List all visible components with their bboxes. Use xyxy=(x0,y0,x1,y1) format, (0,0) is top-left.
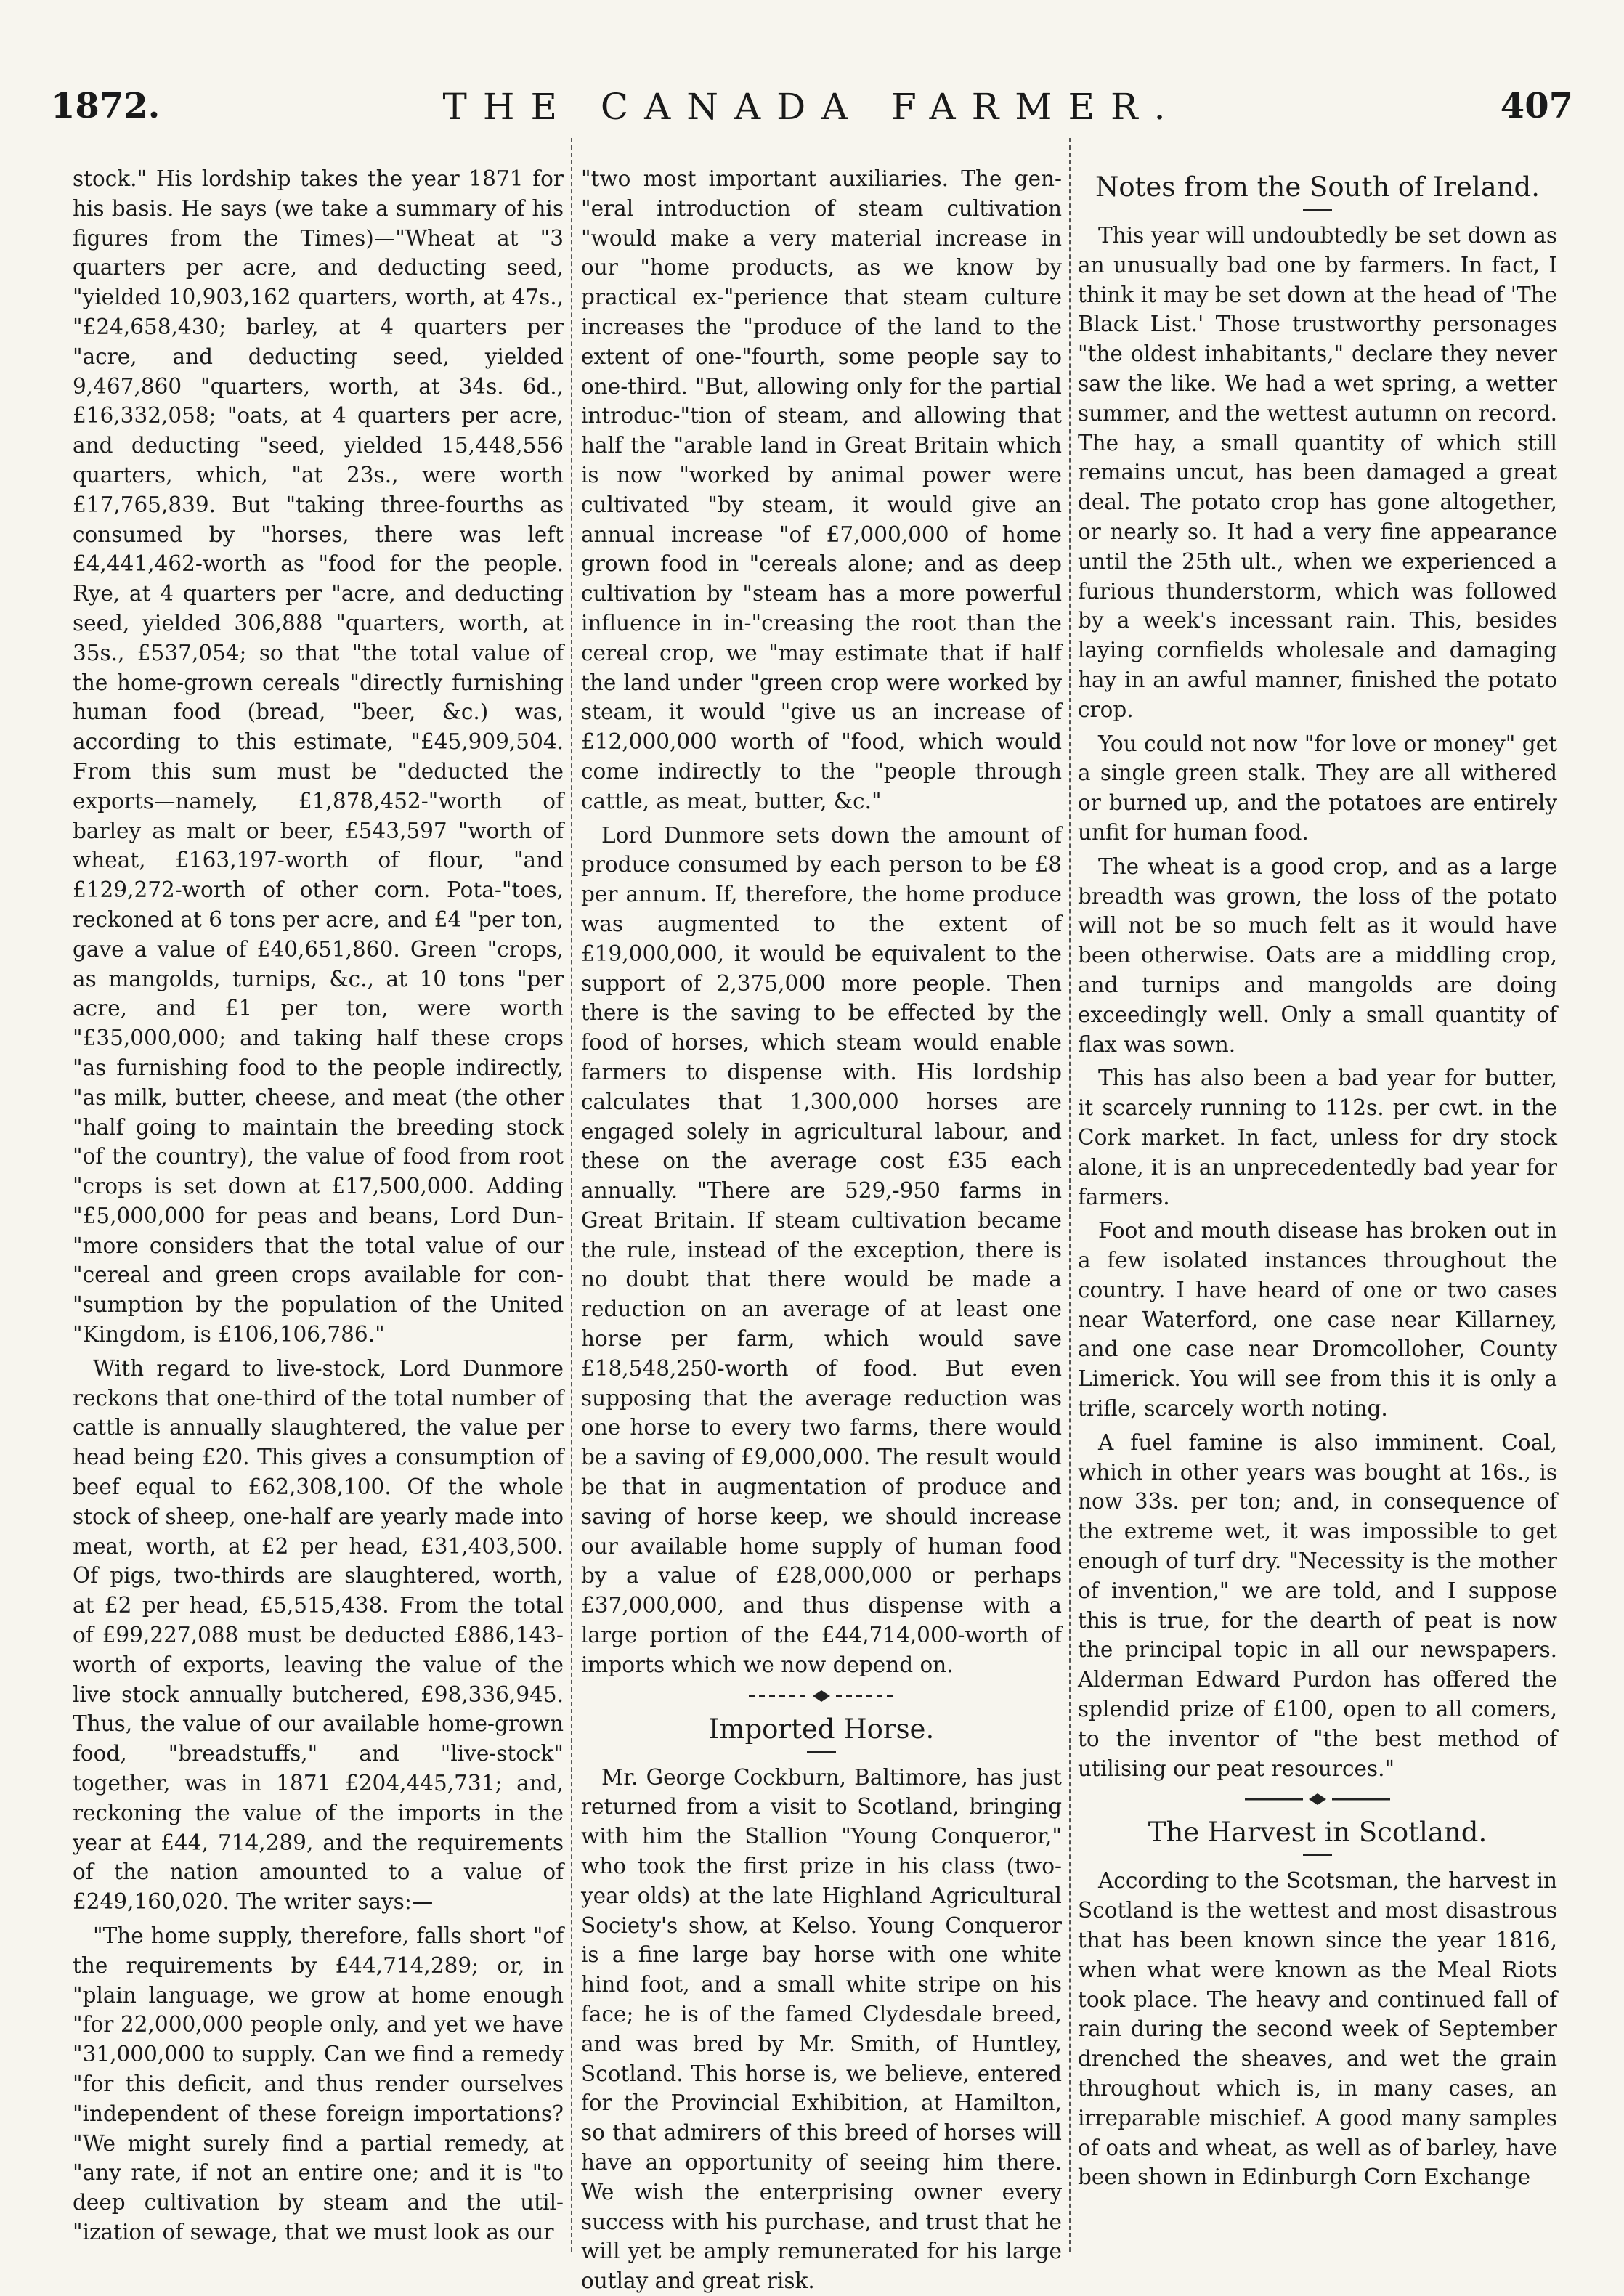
column-right xyxy=(1078,164,1557,2249)
heading-rule xyxy=(1303,209,1332,211)
article-paragraph: Lord Dunmore sets down the amount of produce consumed by each person to be £8 per annum. If, therefore, the home produce was augmented to the extent of £19,000,000, it would be equivalent to the support of 2,375,000 more people. Then there is the saving to be effected by the food of horses, which steam would enable farmers to dispense with. His lordship calculates that 1,300,000 horses are engaged solely in agricultural labour, and these on the average cost £35 each annually. "There are 529,-950 farms in Great Britain. If steam cultivation became the rule, instead of the exception, there is no doubt that there would be made a reduction on an average of at least one horse per farm, which would save £18,548,250-worth of food. But even supposing that the average reduction was one horse to every two farms, there would be a saving of £9,000,000. The result would be that in augmentation of produce and saving of horse keep, we should increase our available home supply of human food by a value of £28,000,000 or perhaps £37,000,000, and thus dispense with a large portion of the £44,714,000-worth of imports which we now depend on. xyxy=(581,822,1062,1677)
article-paragraph: According to the Scotsman, the harvest in Scotland is the wettest and most disastrous that has been known since the year 1816, when what were known as the Meal Riots took place. The heavy and continued fall of rain during the second week of September drenched the sheaves, and wet the grain throughout which is, in many cases, an irreparable mischief. A good many samples of oats and wheat, as well as of barley, have been shown in Edinburgh Corn Exchange xyxy=(1078,1868,1557,2190)
heading-rule xyxy=(1303,1854,1332,1856)
article-paragraph: "The home supply, therefore, falls short "of the requirements by £44,714,289; or, in "plain language, we grow at home enough "for 22,000,000 people only, and yet we have "31,000,000 to supply. Can we find a remedy "for this deficit, and thus render ourselves "independent of these foreign importations? "We might surely find a partial remedy, at "any rate, if not an entire one; and it is "to deep cultivation by steam and the util-"ization of sewage, that we must look as our xyxy=(73,1923,564,2244)
section-heading: The Harvest in Scotland. xyxy=(1148,1817,1487,1849)
column-left xyxy=(73,164,564,2249)
column-divider xyxy=(1069,138,1071,2252)
publication-title: THE CANADA FARMER. xyxy=(442,86,1182,128)
column-divider xyxy=(571,138,572,2252)
article-paragraph: stock." His lordship takes the year 1871 for his basis. He says (we take a summary of his figures from the Times)—"Wheat at "3 quarters per acre, and deducting seed, "yielded 10,903,162 quarters, worth, at 47s., "£24,658,430; barley, at 4 quarters per "acre, and deducting seed, yielded 9,467,860 "quarters, worth, at 34s. 6d., £16,332,058; "oats, at 4 quarters per acre, and deducting "seed, yielded 15,448,556 quarters, which, "at 23s., were worth £17,765,839. But "taking three-fourths as consumed by "horses, there was left £4,441,462-worth as "food for the people. Rye, at 4 quarters per "acre, and deducting seed, yielded 306,888 "quarters, worth, at 35s., £537,054; so that "the total value of the home-grown cereals "directly furnishing human food (bread, "beer, &c.) was, according to this estimate, "£45,909,504. From this sum must be "deducted the exports—namely, £1,878,452-"worth of barley as malt or beer, £543,597 "worth of wheat, £163,197-worth of flour, "and £129,272-worth of other corn. Pota-"toes, reckoned at 6 tons per acre, and £4 "per ton, gave a value of £40,651,860. Green "crops, as mangolds, turnips, &c., at 10 tons "per acre, and £1 per ton, were worth "£35,000,000; and taking half these crops "as furnishing food to the people indirectly, "as milk, butter, cheese, and meat (the other "half going to maintain the breeding stock "of the country), the value of food from root "crops is set down at £17,500,000. Adding "£5,000,000 for peas and beans, Lord Dun-"more considers that the total value of our "cereal and green crops available for con-"sumption by the population of the United "Kingdom, is £106,106,786." xyxy=(73,166,564,1347)
article-paragraph: This has also been a bad year for butter, it scarcely running to 112s. per cwt. in the Cork market. In fact, unless for dry stock alone, it is an unprecedentedly bad year for farmers. xyxy=(1078,1066,1557,1209)
article-paragraph: A fuel famine is also imminent. Coal, which in other years was bought at 16s., is now 33s. per ton; and, in consequence of the extreme wet, it was impossible to get enough of turf dry. "Necessity is the mother of invention," we are told, and I suppose this is true, for the dearth of peat is now the principal topic in all our newspapers. Alderman Edward Purdon has offered the splendid prize of £100, open to all comers, to the inventor of "the best method of utilising our peat resources." xyxy=(1078,1429,1557,1781)
heading-rule xyxy=(807,1751,836,1753)
page-number: 407 xyxy=(1500,86,1573,126)
article-paragraph: With regard to live-stock, Lord Dunmore reckons that one-third of the total number of cattle is annually slaughtered, the value per head being £20. This gives a consumption of beef equal to £62,308,100. Of the whole stock of sheep, one-half are yearly made into meat, worth, at £2 per head, £31,403,500. Of pigs, two-thirds are slaughtered, worth, at £2 per head, £5,515,438. From the total of £99,227,088 must be deducted £886,143-worth of exports, leaving the value of the live stock annually butchered, £98,336,945. Thus, the value of our available home-grown food, "breadstuffs," and "live-stock" together, was in 1871 £204,445,731; and, reckoning the value of the imports in the year at £44, 714,289, and the requirements of the nation amounted to a value of £249,160,020. The writer says:— xyxy=(73,1355,564,1915)
article-paragraph: The wheat is a good crop, and as a large breadth was grown, the loss of the potato will not be so much felt as it would have been otherwise. Oats are a middling crop, and turnips and mangolds are doing exceedingly well. Only a small quantity of flax was sown. xyxy=(1078,853,1557,1057)
ornament-divider-icon xyxy=(742,1687,901,1705)
issue-year: 1872. xyxy=(51,86,161,126)
section-heading: Notes from the South of Ireland. xyxy=(1095,171,1540,203)
masthead xyxy=(51,86,1573,137)
article-paragraph: You could not now "for love or money" get a single green stalk. They are all withered or burned up, and the potatoes are entirely unfit for human food. xyxy=(1078,731,1557,845)
article-paragraph: This year will undoubtedly be set down as an unusually bad one by farmers. In fact, I think it may be set down at the head of 'The Black List.' Those trustworthy personages "the oldest inhabitants," declare they never saw the like. We had a wet spring, a wetter summer, and the wettest autumn on record. The hay, a small quantity of which still remains uncut, has been damaged a great deal. The potato crop has gone altogether, or nearly so. It had a very fine appearance until the 25th ult., when we experienced a furious thunderstorm, which was followed by a week's incessant rain. This, besides laying cornfields wholesale and damaging hay in an awful manner, finished the potato crop. xyxy=(1078,223,1557,722)
article-paragraph: Mr. George Cockburn, Baltimore, has just returned from a visit to Scotland, bringing with him the Stallion "Young Conqueror," who took the first prize in his class (two-year olds) at the late Highland Agricultural Society's show, at Kelso. Young Conqueror is a fine large bay horse with one white hind foot, and a small white stripe on his face; he is of the famed Clydesdale breed, and was bred by Mr. Smith, of Huntley, Scotland. This horse is, we believe, entered for the Provincial Exhibition, at Hamilton, so that admirers of this breed of horses will have an opportunity of seeing him there. We wish the enterprising owner every success with his purchase, and trust that he will yet be amply remunerated for his large outlay and great risk. xyxy=(581,1764,1062,2294)
section-heading: Imported Horse. xyxy=(708,1713,935,1745)
section-ornament xyxy=(1078,1790,1557,1808)
article-paragraph: Foot and mouth disease has broken out in a few isolated instances throughout the country. I have heard of one or two cases near Waterford, one case near Killarney, and one case near Dromcolloher, County Limerick. You will see from this it is only a trifle, scarcely worth noting. xyxy=(1078,1218,1557,1421)
column-middle xyxy=(581,164,1062,2294)
ornament-divider-icon xyxy=(1238,1790,1397,1808)
section-ornament xyxy=(581,1687,1062,1705)
article-paragraph: "two most important auxiliaries. The gen-"eral introduction of steam cultivation "would make a very material increase in our "home products, as we know by practical ex-"perience that steam culture increases the "produce of the land to the extent of one-"fourth, some people say to one-third. "But, allowing only for the partial introduc-"tion of steam, and allowing that half the "arable land in Great Britain which is now "worked by animal power were cultivated "by steam, it would give an annual increase "of £7,000,000 of home grown food in "cereals alone; and as deep cultivation by "steam has a more powerful influence in in-"creasing the root than the cereal crop, we "may estimate that if half the land under "green crop were worked by steam, it would "give us an increase of £12,000,000 worth of "food, which would come indirectly to the "people through cattle, as meat, butter, &c." xyxy=(581,166,1062,814)
